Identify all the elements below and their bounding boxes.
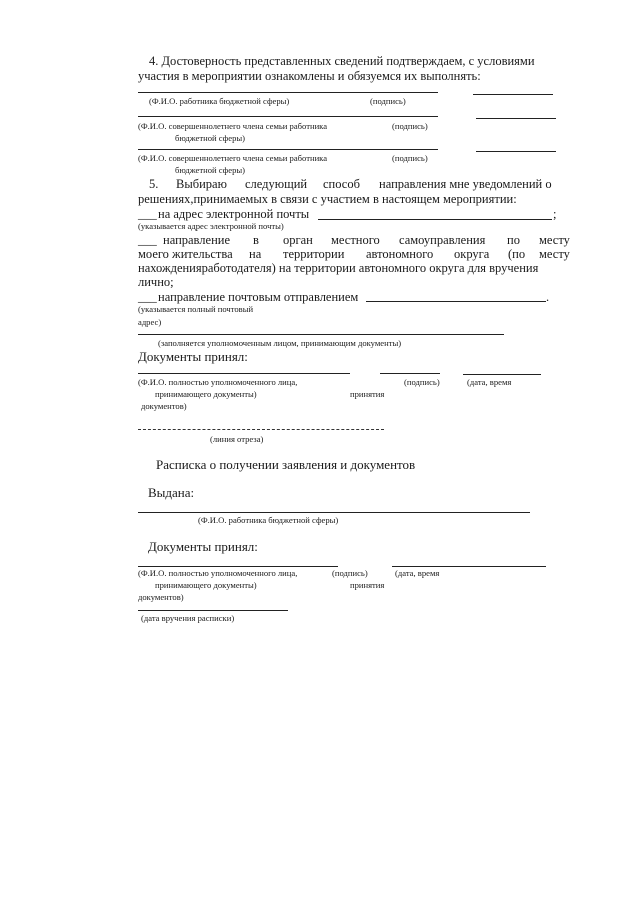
member2-fio-label-2: бюджетной сферы) <box>175 165 246 175</box>
cut-line <box>138 429 384 430</box>
local-row1-w2: в <box>253 233 259 247</box>
section5-word-1: Выбираю <box>176 177 227 191</box>
official-fio-label: (Ф.И.О. полностью уполномоченного лица, <box>138 377 298 387</box>
post-address-line[interactable] <box>366 301 546 302</box>
member1-signature-line[interactable] <box>476 118 556 119</box>
official-fio-line[interactable] <box>138 373 350 374</box>
local-row1-w7: месту <box>539 233 570 247</box>
section5-word-2: следующий <box>245 177 308 191</box>
local-row1-w5: самоуправления <box>399 233 486 247</box>
receipt-fio-label: (Ф.И.О. полностью уполномоченного лица, <box>138 568 298 578</box>
local-row2-w7: месту <box>539 247 570 261</box>
member2-signature-line[interactable] <box>476 151 556 152</box>
cut-line-label: (линия отреза) <box>210 434 264 444</box>
receipt-delivery-date-label: (дата вручения расписки) <box>141 613 235 623</box>
section5-line2: решениях,принимаемых в связи с участием в настоящем мероприятии: <box>138 192 517 206</box>
post-hint-2: адрес) <box>138 317 162 327</box>
section5-number: 5. <box>149 177 159 191</box>
member1-fio-line[interactable] <box>138 116 438 117</box>
worker-signature-label: (подпись) <box>370 96 406 106</box>
local-row2-w5: округа <box>454 247 490 261</box>
worker-fio-line[interactable] <box>138 92 438 93</box>
section5-word-3: способ <box>323 177 360 191</box>
receipt-worker-fio-label: (Ф.И.О. работника бюджетной сферы) <box>198 515 339 525</box>
receipt-delivery-date-line[interactable] <box>138 610 288 611</box>
member1-fio-label-2: бюджетной сферы) <box>175 133 246 143</box>
worker-fio-label: (Ф.И.О. работника бюджетной сферы) <box>149 96 290 106</box>
official-date-line[interactable] <box>463 374 541 375</box>
official-signature-line[interactable] <box>380 373 440 374</box>
local-row2-w4: автономного <box>366 247 434 261</box>
receipt-date-label: (дата, время <box>395 568 440 578</box>
post-hint-1: (указывается полный почтовый <box>138 304 254 314</box>
local-line4: лично; <box>138 275 174 289</box>
official-signature-label: (подпись) <box>404 377 440 387</box>
official-fio-label-2: принимающего документы) <box>155 389 257 399</box>
post-address-line-2[interactable] <box>138 334 504 335</box>
local-line3: нахожденияработодателя) на территории автономного округа для вручения <box>138 261 539 275</box>
section4-line2: участия в мероприятии ознакомлены и обязуемся их выполнять: <box>138 69 481 83</box>
receipt-date-line[interactable] <box>392 566 546 567</box>
worker-signature-line[interactable] <box>473 94 553 95</box>
email-input-line[interactable] <box>318 219 552 220</box>
section5-word-4: направления мне уведомлений о <box>379 177 552 191</box>
local-row2-w3: территории <box>283 247 345 261</box>
official-date-label: (дата, время <box>467 377 512 387</box>
receipt-fio-label-3: документов) <box>138 592 184 602</box>
local-row1-w1: направление <box>163 233 231 247</box>
official-fio-label-3: документов) <box>141 401 187 411</box>
member2-fio-line[interactable] <box>138 149 438 150</box>
post-option-checkbox[interactable]: ___ <box>138 290 157 304</box>
receipt-signature-label: (подпись) <box>332 568 368 578</box>
official-acceptance-label: принятия <box>350 389 385 399</box>
receipt-issued: Выдана: <box>148 485 195 500</box>
receipt-docs-accepted: Документы принял: <box>148 539 258 554</box>
member2-fio-label: (Ф.И.О. совершеннолетнего члена семьи работника <box>138 153 328 163</box>
local-row1-w4: местного <box>331 233 380 247</box>
docs-accepted-heading: Документы принял: <box>138 349 248 364</box>
post-option-label: направление почтовым отправлением <box>158 290 359 304</box>
local-row2-w6: (по <box>508 247 526 261</box>
email-option-checkbox[interactable]: ___ <box>138 207 157 221</box>
receipt-worker-fio-line[interactable] <box>138 512 530 513</box>
receipt-acceptance-label: принятия <box>350 580 385 590</box>
local-row2-w2: на <box>249 247 262 261</box>
local-option-checkbox[interactable]: ___ <box>138 233 157 247</box>
member2-signature-label: (подпись) <box>392 153 428 163</box>
email-option-label: на адрес электронной почты <box>158 207 310 221</box>
receipt-title: Расписка о получении заявления и документов <box>156 457 416 472</box>
member1-signature-label: (подпись) <box>392 121 428 131</box>
post-option-end: . <box>546 290 550 304</box>
member1-fio-label: (Ф.И.О. совершеннолетнего члена семьи работника <box>138 121 328 131</box>
local-row1-w3: орган <box>283 233 313 247</box>
local-row2-w1: моего жительства <box>138 247 233 261</box>
filled-by-note: (заполняется уполномоченным лицом, принимающим документы) <box>158 338 402 348</box>
section4-line1: 4. Достоверность представленных сведений подтверждаем, с условиями <box>149 54 535 68</box>
local-row1-w6: по <box>507 233 520 247</box>
email-hint: (указывается адрес электронной почты) <box>138 221 284 231</box>
email-option-end: ; <box>553 207 557 221</box>
receipt-fio-line[interactable] <box>138 566 338 567</box>
receipt-fio-label-2: принимающего документы) <box>155 580 257 590</box>
